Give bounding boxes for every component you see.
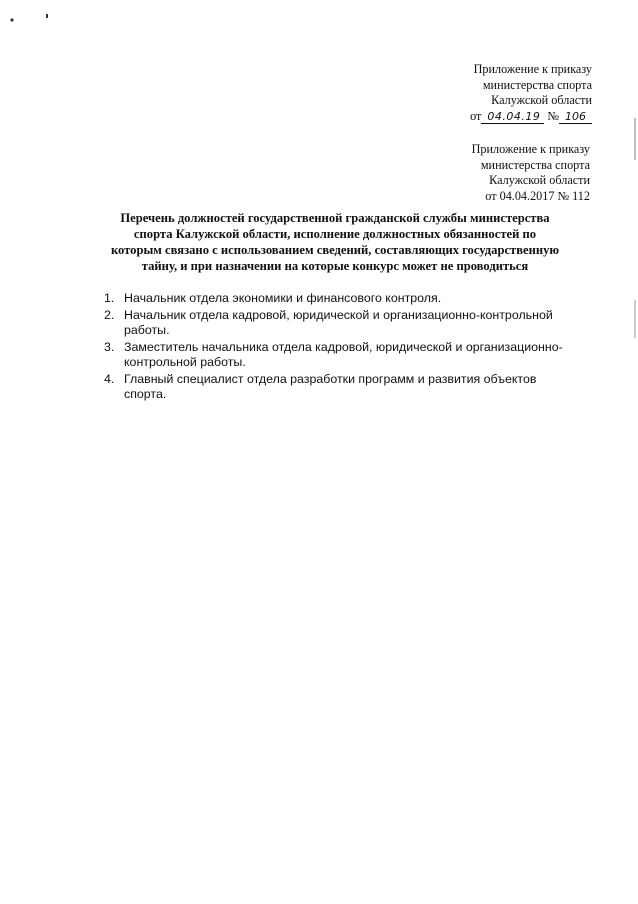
list-item-number: 1. <box>104 291 115 305</box>
list-item-number: 3. <box>104 339 115 354</box>
list-item-text: Главный специалист отдела разработки программ и развития объектов <box>124 371 537 386</box>
number-sign: № <box>547 108 559 123</box>
appendix-line: Калужской области <box>491 93 592 107</box>
title-line: тайну, и при назначении на которые конкурс может не проводиться <box>141 259 529 273</box>
positions-list <box>104 291 594 404</box>
list-item-text: работы. <box>124 323 170 337</box>
title-line: которым связано с использованием сведений, составляющих государственную <box>110 243 560 257</box>
scan-speck <box>10 18 13 21</box>
list-item-number: 4. <box>104 371 115 386</box>
appendix-line: от 04.04.2017 № 112 <box>485 188 590 203</box>
handwritten-number: 106 <box>559 111 592 124</box>
appendix-line: Калужской области <box>489 173 590 187</box>
appendix-from-prefix: от <box>470 108 482 123</box>
list-item-text: спорта. <box>124 387 167 401</box>
list-item-number: 2. <box>104 307 115 322</box>
scan-edge-mark <box>634 118 636 160</box>
appendix-line: министерства спорта <box>480 157 590 172</box>
list-item <box>104 372 594 403</box>
title-line: Перечень должностей государственной гражданской службы министерства <box>120 211 550 225</box>
list-item-text: Начальник отдела экономики и финансового контроля. <box>124 291 442 305</box>
scan-speck <box>46 14 48 18</box>
appendix-line: Приложение к приказу <box>471 142 590 156</box>
appendix-header-current <box>470 62 592 124</box>
list-item <box>104 340 594 371</box>
appendix-date-line <box>470 109 592 125</box>
list-item <box>104 308 594 339</box>
list-item <box>104 291 594 307</box>
title-line: спорта Калужской области, исполнение должностных обязанностей по <box>133 227 537 241</box>
appendix-line: министерства спорта <box>482 77 592 92</box>
list-item-text: контрольной работы. <box>124 355 246 369</box>
list-item-text: Начальник отдела кадровой, юридической и организационно-контрольной <box>124 307 553 322</box>
document-title <box>84 210 586 274</box>
appendix-line: Приложение к приказу <box>473 62 592 76</box>
handwritten-date: 04.04.19 <box>481 111 544 124</box>
list-item-text: Заместитель начальника отдела кадровой, юридической и организационно- <box>124 339 563 354</box>
appendix-header-original <box>472 142 590 204</box>
scan-edge-mark <box>634 300 636 338</box>
